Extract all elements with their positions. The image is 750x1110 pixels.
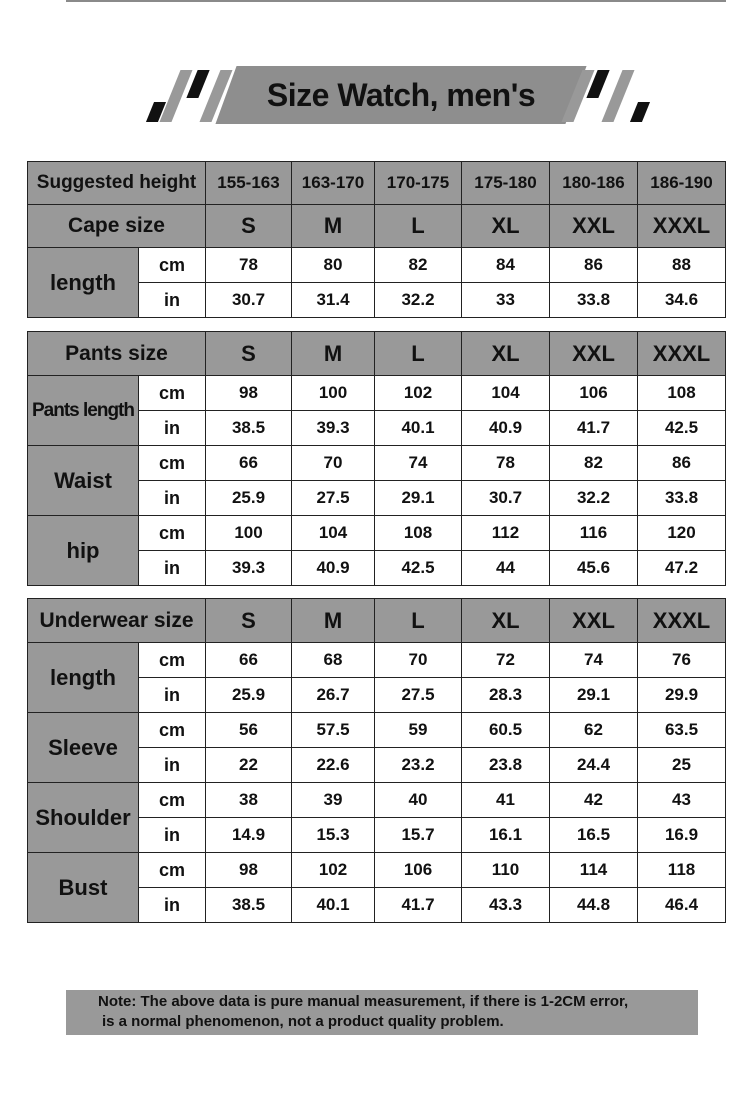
value-cell: 39 — [292, 783, 375, 818]
value-cell: 104 — [292, 516, 375, 551]
value-cell: 106 — [375, 853, 462, 888]
value-cell: 72 — [462, 643, 550, 678]
size-cell: XXL — [550, 205, 638, 248]
value-cell: 86 — [638, 446, 726, 481]
value-cell: 118 — [638, 853, 726, 888]
value-cell: 46.4 — [638, 888, 726, 923]
row-label: length — [28, 248, 139, 318]
value-cell: 26.7 — [292, 678, 375, 713]
value-cell: 106 — [550, 376, 638, 411]
value-cell: 84 — [462, 248, 550, 283]
value-cell: 74 — [550, 643, 638, 678]
height-cell: 186-190 — [638, 162, 726, 205]
value-cell: 16.5 — [550, 818, 638, 853]
value-cell: 38 — [206, 783, 292, 818]
size-cell: S — [206, 332, 292, 376]
height-row — [28, 162, 726, 205]
value-cell: 70 — [375, 643, 462, 678]
value-cell: 62 — [550, 713, 638, 748]
value-cell: 34.6 — [638, 283, 726, 318]
size-cell: XL — [462, 205, 550, 248]
value-cell: 104 — [462, 376, 550, 411]
unit-cm: cm — [139, 853, 206, 888]
measurement-note — [66, 990, 698, 1035]
table-row — [28, 853, 726, 888]
value-cell: 42.5 — [638, 411, 726, 446]
size-cell: S — [206, 599, 292, 643]
value-cell: 31.4 — [292, 283, 375, 318]
value-cell: 24.4 — [550, 748, 638, 783]
unit-in: in — [139, 551, 206, 586]
unit-cm: cm — [139, 248, 206, 283]
value-cell: 25.9 — [206, 481, 292, 516]
underwear-size-label: Underwear size — [28, 599, 206, 643]
value-cell: 40.1 — [292, 888, 375, 923]
value-cell: 102 — [292, 853, 375, 888]
pants-size-table — [27, 331, 726, 586]
value-cell: 63.5 — [638, 713, 726, 748]
value-cell: 39.3 — [206, 551, 292, 586]
value-cell: 100 — [292, 376, 375, 411]
table-row — [28, 713, 726, 748]
value-cell: 40.1 — [375, 411, 462, 446]
value-cell: 40.9 — [462, 411, 550, 446]
row-label: hip — [28, 516, 139, 586]
size-cell: M — [292, 332, 375, 376]
value-cell: 41.7 — [375, 888, 462, 923]
value-cell: 116 — [550, 516, 638, 551]
right-stripe-decoration — [630, 102, 650, 122]
row-label: Shoulder — [28, 783, 139, 853]
value-cell: 108 — [638, 376, 726, 411]
size-cell: XXXL — [638, 599, 726, 643]
height-cell: 175-180 — [462, 162, 550, 205]
table-row — [28, 643, 726, 678]
value-cell: 43 — [638, 783, 726, 818]
value-cell: 114 — [550, 853, 638, 888]
size-cell: L — [375, 332, 462, 376]
unit-cm: cm — [139, 713, 206, 748]
table-row — [28, 516, 726, 551]
value-cell: 66 — [206, 446, 292, 481]
row-label: Bust — [28, 853, 139, 923]
value-cell: 88 — [638, 248, 726, 283]
suggested-height-label: Suggested height — [28, 162, 206, 205]
value-cell: 74 — [375, 446, 462, 481]
value-cell: 28.3 — [462, 678, 550, 713]
value-cell: 41 — [462, 783, 550, 818]
value-cell: 27.5 — [375, 678, 462, 713]
value-cell: 68 — [292, 643, 375, 678]
unit-cm: cm — [139, 376, 206, 411]
unit-cm: cm — [139, 643, 206, 678]
size-cell: M — [292, 205, 375, 248]
value-cell: 25 — [638, 748, 726, 783]
size-cell: XXL — [550, 332, 638, 376]
value-cell: 29.9 — [638, 678, 726, 713]
value-cell: 76 — [638, 643, 726, 678]
value-cell: 42 — [550, 783, 638, 818]
unit-in: in — [139, 678, 206, 713]
value-cell: 41.7 — [550, 411, 638, 446]
value-cell: 38.5 — [206, 888, 292, 923]
value-cell: 44 — [462, 551, 550, 586]
value-cell: 42.5 — [375, 551, 462, 586]
value-cell: 33.8 — [550, 283, 638, 318]
value-cell: 86 — [550, 248, 638, 283]
value-cell: 98 — [206, 376, 292, 411]
height-cell: 180-186 — [550, 162, 638, 205]
value-cell: 44.8 — [550, 888, 638, 923]
value-cell: 29.1 — [550, 678, 638, 713]
value-cell: 25.9 — [206, 678, 292, 713]
value-cell: 56 — [206, 713, 292, 748]
size-cell: XL — [462, 599, 550, 643]
table-row — [28, 248, 726, 283]
row-label: Waist — [28, 446, 139, 516]
value-cell: 59 — [375, 713, 462, 748]
height-cell: 155-163 — [206, 162, 292, 205]
value-cell: 32.2 — [375, 283, 462, 318]
value-cell: 33 — [462, 283, 550, 318]
size-cell: L — [375, 205, 462, 248]
unit-cm: cm — [139, 446, 206, 481]
value-cell: 15.3 — [292, 818, 375, 853]
value-cell: 70 — [292, 446, 375, 481]
value-cell: 60.5 — [462, 713, 550, 748]
unit-in: in — [139, 283, 206, 318]
value-cell: 78 — [462, 446, 550, 481]
value-cell: 29.1 — [375, 481, 462, 516]
value-cell: 47.2 — [638, 551, 726, 586]
value-cell: 40 — [375, 783, 462, 818]
size-cell: XXL — [550, 599, 638, 643]
unit-in: in — [139, 888, 206, 923]
size-header-row — [28, 332, 726, 376]
value-cell: 16.9 — [638, 818, 726, 853]
value-cell: 57.5 — [292, 713, 375, 748]
value-cell: 120 — [638, 516, 726, 551]
value-cell: 22 — [206, 748, 292, 783]
value-cell: 38.5 — [206, 411, 292, 446]
title-banner — [140, 62, 660, 128]
value-cell: 15.7 — [375, 818, 462, 853]
height-cell: 163-170 — [292, 162, 375, 205]
size-cell: XXXL — [638, 332, 726, 376]
value-cell: 112 — [462, 516, 550, 551]
page-title: Size Watch, men's — [266, 77, 536, 113]
pants-size-label: Pants size — [28, 332, 206, 376]
size-cell: XL — [462, 332, 550, 376]
cape-size-label: Cape size — [28, 205, 206, 248]
value-cell: 30.7 — [206, 283, 292, 318]
row-label: Sleeve — [28, 713, 139, 783]
value-cell: 80 — [292, 248, 375, 283]
value-cell: 16.1 — [462, 818, 550, 853]
value-cell: 23.8 — [462, 748, 550, 783]
unit-in: in — [139, 411, 206, 446]
size-cell: XXXL — [638, 205, 726, 248]
value-cell: 82 — [375, 248, 462, 283]
table-row — [28, 783, 726, 818]
value-cell: 82 — [550, 446, 638, 481]
row-label: length — [28, 643, 139, 713]
value-cell: 78 — [206, 248, 292, 283]
underwear-size-table — [27, 598, 726, 923]
value-cell: 102 — [375, 376, 462, 411]
size-header-row — [28, 599, 726, 643]
value-cell: 66 — [206, 643, 292, 678]
value-cell: 39.3 — [292, 411, 375, 446]
value-cell: 27.5 — [292, 481, 375, 516]
cape-size-table — [27, 161, 726, 318]
unit-cm: cm — [139, 516, 206, 551]
unit-in: in — [139, 481, 206, 516]
height-cell: 170-175 — [375, 162, 462, 205]
value-cell: 108 — [375, 516, 462, 551]
table-row — [28, 446, 726, 481]
value-cell: 40.9 — [292, 551, 375, 586]
unit-in: in — [139, 748, 206, 783]
value-cell: 110 — [462, 853, 550, 888]
value-cell: 45.6 — [550, 551, 638, 586]
size-cell: L — [375, 599, 462, 643]
value-cell: 43.3 — [462, 888, 550, 923]
table-row — [28, 376, 726, 411]
value-cell: 30.7 — [462, 481, 550, 516]
value-cell: 14.9 — [206, 818, 292, 853]
top-divider — [66, 0, 726, 2]
size-cell: M — [292, 599, 375, 643]
size-cell: S — [206, 205, 292, 248]
unit-in: in — [139, 818, 206, 853]
value-cell: 23.2 — [375, 748, 462, 783]
value-cell: 33.8 — [638, 481, 726, 516]
note-line-2: is a normal phenomenon, not a product quality problem. — [102, 1013, 504, 1030]
value-cell: 98 — [206, 853, 292, 888]
value-cell: 100 — [206, 516, 292, 551]
unit-cm: cm — [139, 783, 206, 818]
note-line-1: Note: The above data is pure manual measurement, if there is 1-2CM error, — [98, 993, 629, 1010]
row-label: Pants length — [28, 376, 139, 446]
value-cell: 32.2 — [550, 481, 638, 516]
value-cell: 22.6 — [292, 748, 375, 783]
size-header-row — [28, 205, 726, 248]
